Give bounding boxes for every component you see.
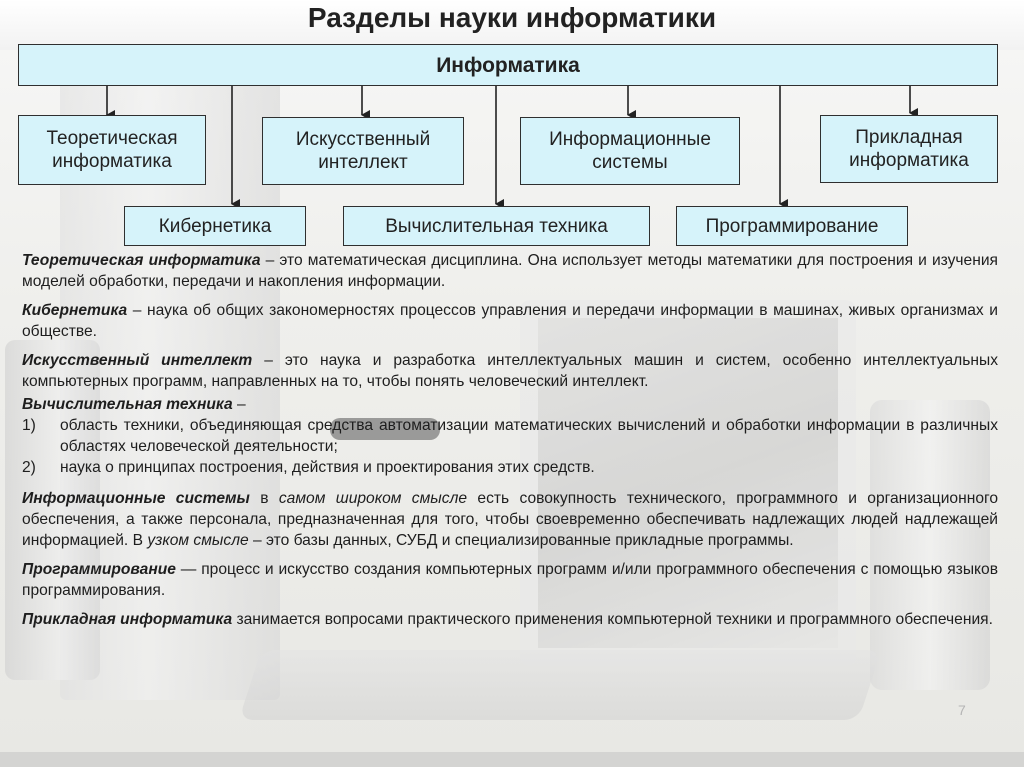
box-information-systems	[520, 117, 740, 185]
box-label-line1: Искусственный	[295, 129, 431, 150]
definition-text: есть совокупность технического, программного и организационного обеспечения, а также персонала, предназначенная для того, чтобы своевременно обеспечивать надлежащих людей надлежащей информацией. В	[22, 490, 999, 549]
background-keyboard	[239, 650, 882, 720]
box-applied-informatics	[820, 115, 998, 183]
definition-ai	[22, 350, 998, 392]
page-title: Разделы науки информатики	[307, 2, 717, 33]
box-computing-technology	[343, 206, 650, 246]
term-infosys: Информационные системы	[22, 490, 250, 507]
definition-text: в	[249, 490, 279, 507]
list-text: наука о принципах построения, действия и проектирования этих средств.	[60, 459, 595, 476]
box-label-line1: Информационные	[549, 129, 711, 150]
list-item	[22, 457, 998, 478]
term-computing: Вычислительная техника	[22, 396, 233, 413]
box-label-line1: Теоретическая	[46, 128, 178, 149]
definition-applied	[22, 609, 998, 630]
bottom-band	[0, 752, 1024, 767]
definition-text: – это наука и разработка интеллектуальных машин и систем, особенно интеллектуальных компьютерных программ, направленных на то, чтобы понять человеческий интеллект.	[22, 352, 998, 390]
term-theoretical: Теоретическая информатика	[22, 252, 261, 269]
term-applied: Прикладная информатика	[22, 611, 233, 628]
definition-text: – это математическая дисциплина. Она использует методы математики для построения и изучения моделей обработки, передачи и накопления информации.	[22, 252, 998, 290]
definition-computing	[22, 394, 998, 415]
box-artificial-intelligence	[262, 117, 464, 185]
box-theoretical-informatics	[18, 115, 206, 185]
box-label-line2: информатика	[52, 151, 172, 172]
box-label-line2: информатика	[849, 150, 969, 171]
definition-text: – наука об общих закономерностях процессов управления и передачи информации в машинах, живых организмах и обществе.	[22, 302, 998, 340]
box-programming	[676, 206, 908, 246]
definition-text: — процесс и искусство создания компьютерных программ и/или программного обеспечения с помощью языков программирования.	[22, 561, 998, 599]
list-item	[22, 415, 998, 457]
emphasis-broad-sense: самом широком смысле	[278, 490, 468, 507]
list-number: 1)	[22, 417, 36, 434]
definition-programming	[22, 559, 998, 601]
definition-text: занимается вопросами практического применения компьютерной техники и программного обеспечения.	[232, 611, 993, 628]
definition-cybernetics	[22, 300, 998, 342]
list-text: область техники, объединяющая средства автоматизации математических вычислений и обработки информации в различных областях человеческой деятельности;	[60, 417, 998, 455]
term-cybernetics: Кибернетика	[22, 302, 128, 319]
definition-theoretical	[22, 250, 998, 292]
box-label: Программирование	[705, 215, 879, 237]
diagram-root-box	[18, 44, 998, 86]
list-number: 2)	[22, 459, 36, 476]
box-label: Вычислительная техника	[385, 215, 608, 237]
definitions	[22, 250, 998, 638]
definition-information-systems	[22, 488, 998, 551]
box-label: Кибернетика	[158, 215, 272, 237]
term-ai: Искусственный интеллект	[22, 352, 253, 369]
page-number: 7	[958, 702, 966, 718]
term-programming: Программирование	[22, 561, 176, 578]
box-cybernetics	[124, 206, 306, 246]
emphasis-narrow-sense: узком смысле	[147, 532, 249, 549]
box-label-line2: интеллект	[318, 152, 408, 173]
diagram-root-label: Информатика	[436, 53, 580, 77]
definition-dash: –	[232, 396, 246, 413]
definition-text: – это базы данных, СУБД и специализированные прикладные программы.	[248, 532, 794, 549]
box-label-line1: Прикладная	[855, 127, 963, 148]
box-label-line2: системы	[592, 152, 668, 173]
